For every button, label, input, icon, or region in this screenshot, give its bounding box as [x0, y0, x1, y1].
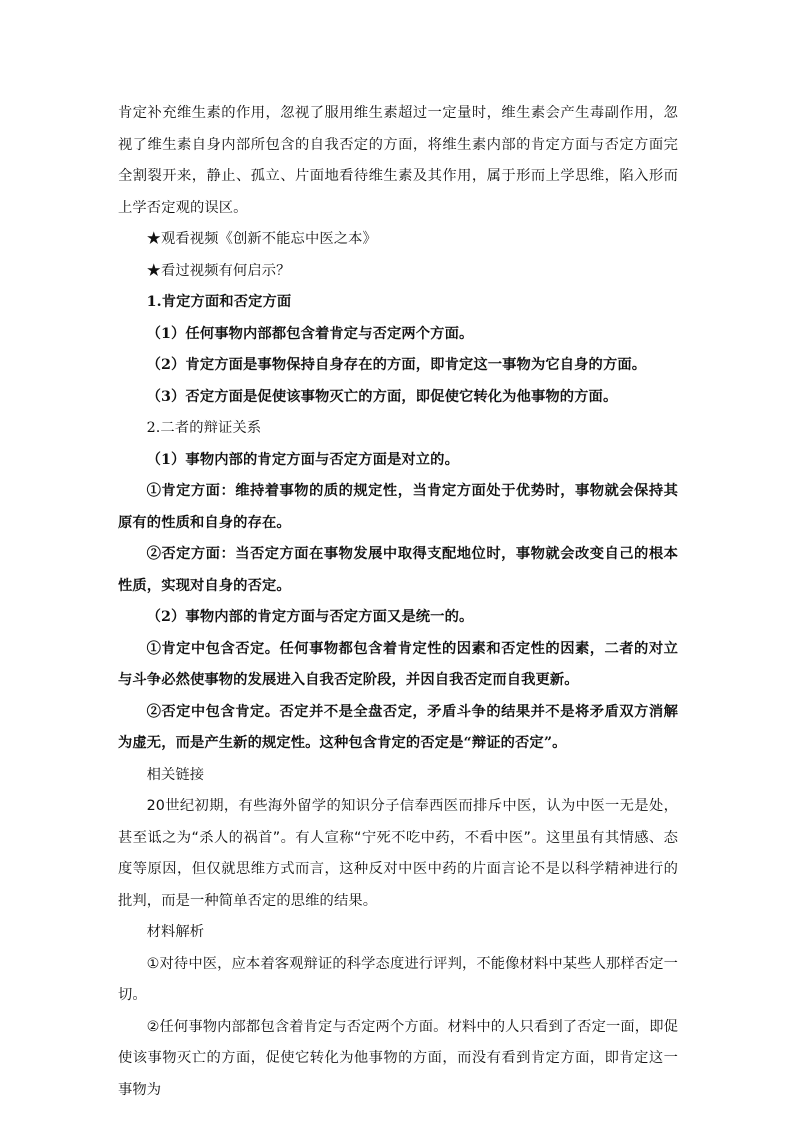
heading-dialectical-relation: 2.二者的辩证关系 [146, 420, 262, 436]
analysis-point-1: ①对待中医，应本着客观辩证的科学态度进行评判，不能像材料中某些人那样否定一切。 [118, 955, 678, 1003]
heading-positive-negative-aspects: 1.肯定方面和否定方面 [146, 294, 292, 310]
list-item-2: （2）肯定方面是事物保持自身存在的方面，即肯定这一事物为它自身的方面。 [146, 357, 647, 373]
paragraph-vitamin-analysis: 肯定补充维生素的作用，忽视了服用维生素超过一定量时，维生素会产生毒副作用，忽视了维生素自身内部所包含的自我否定的方面，将维生素内部的肯定方面与否定方面完全割裂开来，静止、孤立、片面地看待维生素及其作用，属于形而上学思维，陷入形而上学否定观的误区。 [118, 105, 678, 216]
relation-unity-positive: ①肯定中包含否定。任何事物都包含着肯定性的因素和否定性的因素，二者的对立与斗争必然使事物的发展进入自我否定阶段，并因自我否定而自我更新。 [118, 640, 678, 688]
relation-unity-negative: ②否定中包含肯定。否定并不是全盘否定，矛盾斗争的结果并不是将矛盾双方消解为虚无，而是产生新的规定性。这种包含肯定的否定是“辩证的否定”。 [118, 703, 678, 751]
section-material-analysis: 材料解析 [146, 924, 205, 940]
relation-opposition-negative: ②否定方面：当否定方面在事物发展中取得支配地位时，事物就会改变自己的根本性质，实现对自身的否定。 [118, 546, 678, 594]
paragraph-related-link-body: 20世纪初期，有些海外留学的知识分子信奉西医而排斥中医，认为中医一无是处，甚至诋之为“杀人的祸首”。有人宣称“宁死不吃中药，不看中医”。这里虽有其情感、态度等原因，但仅就思维方式而言，这种反对中医中药的片面言论不是以科学精神进行的批判，而是一种简单否定的思维的结果。 [118, 798, 678, 909]
list-item-3: （3）否定方面是促使该事物灭亡的方面，即促使它转化为他事物的方面。 [146, 388, 618, 405]
section-related-link: 相关链接 [146, 766, 205, 783]
relation-unity: （2）事物内部的肯定方面与否定方面又是统一的。 [146, 609, 474, 625]
analysis-point-2: ②任何事物内部都包含着肯定与否定两个方面。材料中的人只看到了否定一面，即促使该事物灭亡的方面，促使它转化为他事物的方面，而没有看到肯定方面，即肯定这一事物为 [118, 1018, 678, 1098]
document-body [118, 98, 678, 1106]
relation-opposition-positive: ①肯定方面：维持着事物的质的规定性，当肯定方面处于优势时，事物就会保持其原有的性质和自身的存在。 [118, 483, 678, 531]
paragraph-video-question: ★看过视频有何启示？ [146, 262, 291, 279]
relation-opposition: （1）事物内部的肯定方面与否定方面是对立的。 [146, 451, 459, 468]
paragraph-watch-video: ★观看视频《创新不能忘中医之本》 [146, 231, 377, 247]
list-item-1: （1）任何事物内部都包含着肯定与否定两个方面。 [146, 325, 474, 342]
